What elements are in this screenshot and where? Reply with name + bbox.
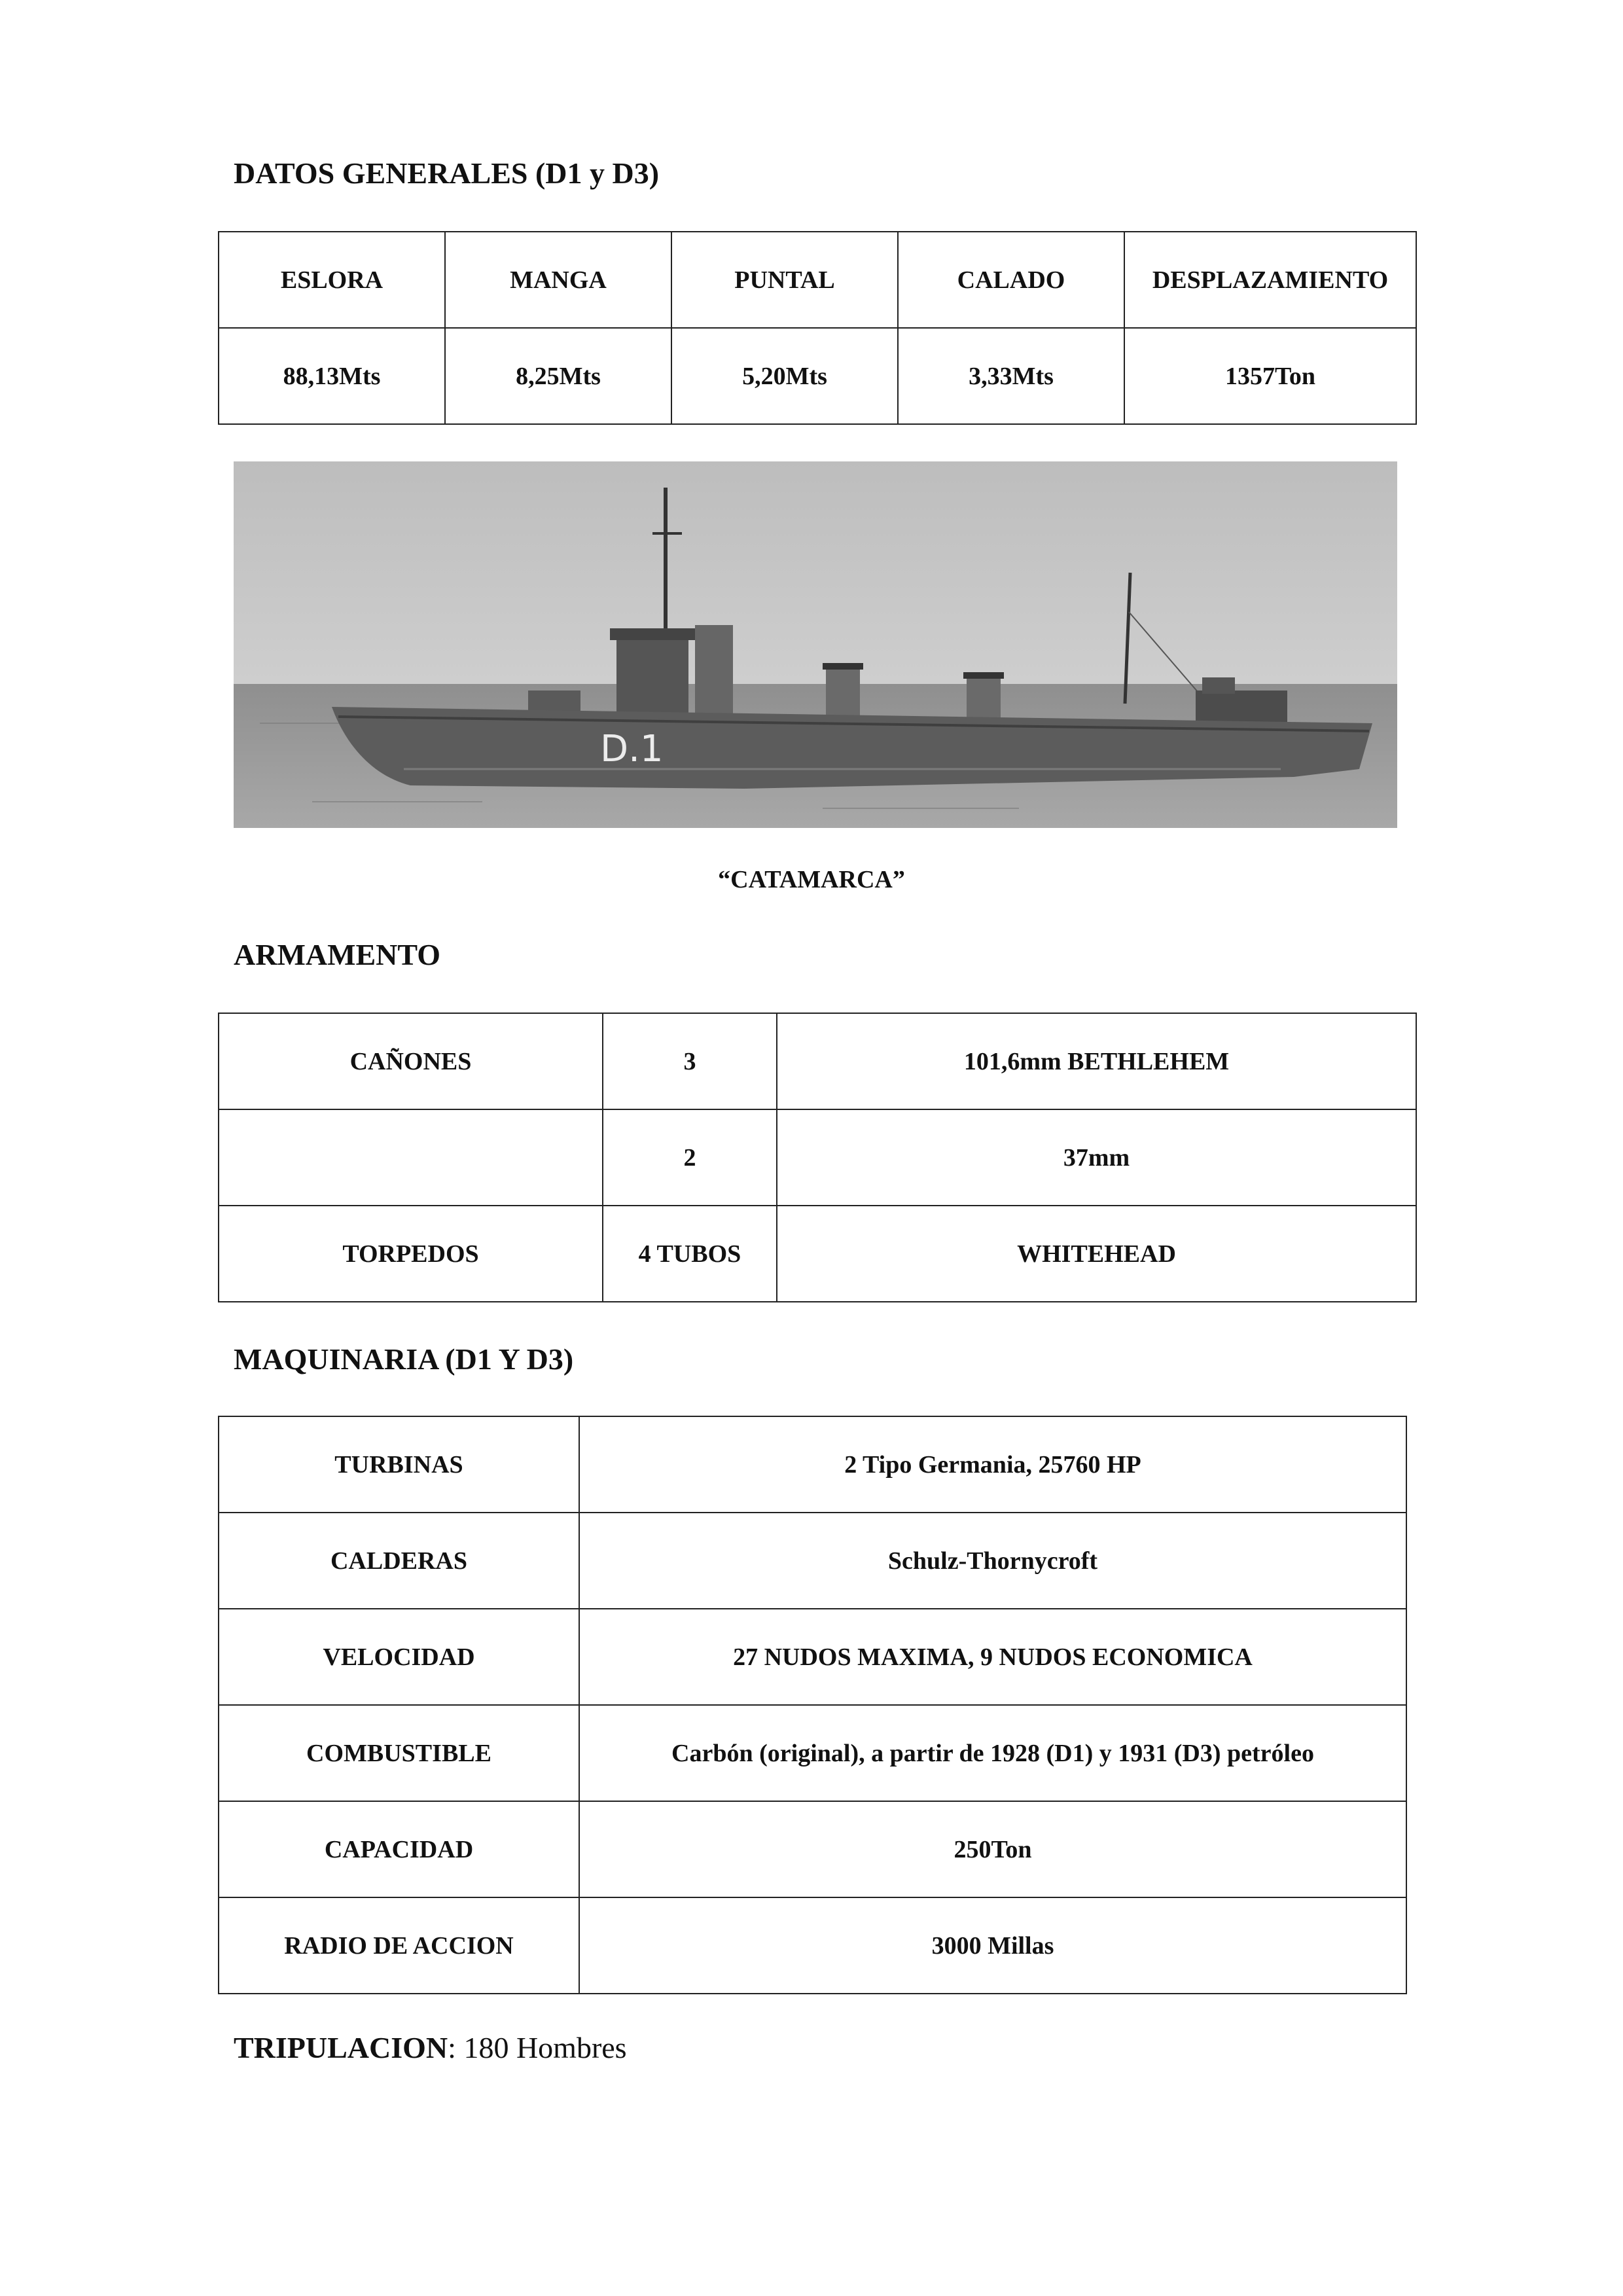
value-cell-calado: 3,33Mts: [898, 328, 1124, 424]
table-row: [219, 1513, 1406, 1609]
table-row: [219, 1013, 1416, 1109]
crew-separator: :: [448, 2031, 456, 2064]
crew-line: [234, 2030, 627, 2065]
ship-photo: [234, 461, 1397, 828]
machinery-value-cell: 2 Tipo Germania, 25760 HP: [579, 1416, 1406, 1513]
armament-model-cell: WHITEHEAD: [777, 1206, 1416, 1302]
machinery-value-cell: Carbón (original), a partir de 1928 (D1) y 1931 (D3) petróleo: [579, 1705, 1406, 1801]
table-row: [219, 1109, 1416, 1206]
armament-quantity-cell: 3: [603, 1013, 777, 1109]
machinery-value-cell: 3000 Millas: [579, 1897, 1406, 1994]
armament-type-cell: CAÑONES: [219, 1013, 603, 1109]
crew-value: 180 Hombres: [455, 2031, 627, 2064]
general-data-table: [218, 231, 1417, 425]
table-row: [219, 1801, 1406, 1897]
machinery-label-cell: CAPACIDAD: [219, 1801, 579, 1897]
machinery-value-cell: 250Ton: [579, 1801, 1406, 1897]
table-row: [219, 1609, 1406, 1705]
header-cell-desplazamiento: DESPLAZAMIENTO: [1124, 232, 1416, 328]
table-row: [219, 1416, 1406, 1513]
header-cell-eslora: ESLORA: [219, 232, 445, 328]
value-cell-puntal: 5,20Mts: [671, 328, 898, 424]
bridge: [616, 632, 688, 723]
table-row: [219, 232, 1416, 328]
machinery-label-cell: RADIO DE ACCION: [219, 1897, 579, 1994]
machinery-label-cell: VELOCIDAD: [219, 1609, 579, 1705]
machinery-table: [218, 1416, 1407, 1994]
value-cell-desplazamiento: 1357Ton: [1124, 328, 1416, 424]
hull-marking-text: D.1: [600, 728, 664, 770]
funnel: [826, 664, 860, 723]
header-cell-manga: MANGA: [445, 232, 671, 328]
armament-model-cell: 101,6mm BETHLEHEM: [777, 1013, 1416, 1109]
armament-model-cell: 37mm: [777, 1109, 1416, 1206]
armament-type-cell: TORPEDOS: [219, 1206, 603, 1302]
machinery-value-cell: Schulz-Thornycroft: [579, 1513, 1406, 1609]
armament-type-cell: [219, 1109, 603, 1206]
section-title-armament: ARMAMENTO: [234, 938, 441, 971]
crew-label: TRIPULACION: [234, 2031, 448, 2064]
armament-quantity-cell: 2: [603, 1109, 777, 1206]
header-cell-calado: CALADO: [898, 232, 1124, 328]
value-cell-eslora: 88,13Mts: [219, 328, 445, 424]
machinery-label-cell: CALDERAS: [219, 1513, 579, 1609]
machinery-label-cell: COMBUSTIBLE: [219, 1705, 579, 1801]
table-row: [219, 1206, 1416, 1302]
section-title-general: DATOS GENERALES (D1 y D3): [234, 156, 660, 190]
value-cell-manga: 8,25Mts: [445, 328, 671, 424]
machinery-label-cell: TURBINAS: [219, 1416, 579, 1513]
section-title-machinery: MAQUINARIA (D1 Y D3): [234, 1342, 574, 1376]
forward-funnel: [695, 625, 733, 723]
table-row: [219, 328, 1416, 424]
table-row: [219, 1897, 1406, 1994]
armament-table: [218, 1013, 1417, 1302]
armament-quantity-cell: 4 TUBOS: [603, 1206, 777, 1302]
header-cell-puntal: PUNTAL: [671, 232, 898, 328]
machinery-value-cell: 27 NUDOS MAXIMA, 9 NUDOS ECONOMICA: [579, 1609, 1406, 1705]
table-row: [219, 1705, 1406, 1801]
photo-caption: “CATAMARCA”: [718, 866, 905, 893]
